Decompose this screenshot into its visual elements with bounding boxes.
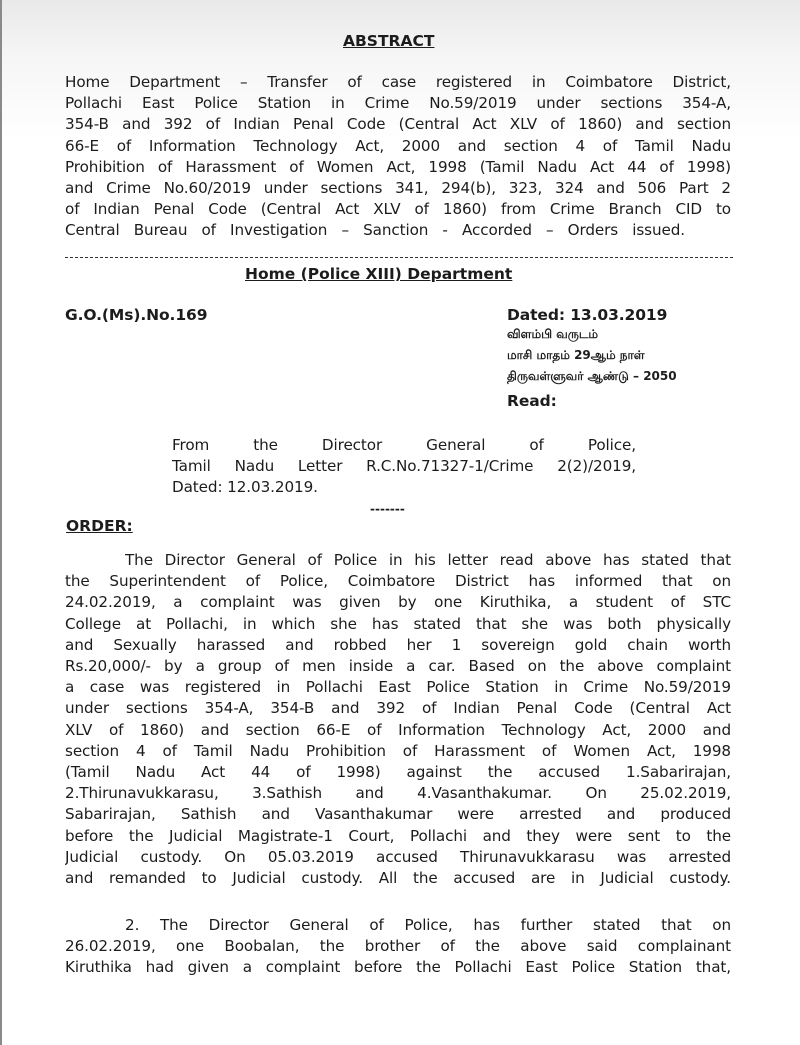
reference-line: Tamil Nadu Letter R.C.No.71327-1/Crime 2(2)/2019, [172, 457, 636, 475]
dated-label: Dated: 13.03.2019 [507, 306, 668, 324]
text-line: 2. The Director General of Police, has further stated that on [125, 916, 731, 934]
text-line: (Tamil Nadu Act 44 of 1998) against the accused 1.Sabarirajan, [65, 763, 731, 781]
abstract-title: ABSTRACT [343, 32, 435, 50]
text-line: section 4 of Tamil Nadu Prohibition of Harassment of Women Act, 1998 [65, 741, 731, 760]
text-line: Pollachi East Police Station in Crime No.59/2019 under sections 354-A, [65, 94, 731, 113]
text-line: before the Judicial Magistrate-1 Court, Pollachi and they were sent to the [65, 826, 731, 845]
text-line: College at Pollachi, in which she has stated that she was both physically [65, 614, 731, 633]
text-line: 354-B and 392 of Indian Penal Code (Central Act XLV of 1860) and section [65, 115, 731, 134]
text-line: and Crime No.60/2019 under sections 341, 294(b), 323, 324 and 506 Part 2 [65, 179, 731, 197]
text-line: Sabarirajan, Sathish and Vasanthakumar were arrested and produced [65, 805, 731, 824]
text-line: Rs.20,000/- by a group of men inside a car. Based on the above complaint [65, 657, 731, 675]
department-heading: Home (Police XIII) Department [245, 265, 513, 283]
text-line: Home Department – Transfer of case registered in Coimbatore District, [65, 73, 731, 91]
go-number: G.O.(Ms).No.169 [65, 306, 208, 324]
text-line: a case was registered in Pollachi East Police Station in Crime No.59/2019 [65, 678, 731, 697]
text-line: and Sexually harassed and robbed her 1 sovereign gold chain worth [65, 635, 731, 654]
text-line: Central Bureau of Investigation – Sanction - Accorded – Orders issued. [65, 221, 685, 240]
text-line: 24.02.2019, a complaint was given by one Kiruthika, a student of STC [65, 593, 731, 612]
text-line: XLV of 1860) and section 66-E of Information Technology Act, 2000 and [65, 720, 731, 739]
text-line: under sections 354-A, 354-B and 392 of Indian Penal Code (Central Act [65, 699, 731, 718]
read-label: Read: [507, 392, 557, 410]
tamil-year-line: விளம்பி வருடம் [507, 327, 599, 341]
order-heading: ORDER: [66, 517, 133, 535]
text-line: and remanded to Judicial custody. All the accused are in Judicial custody. [65, 869, 731, 887]
text-line: 66-E of Information Technology Act, 2000 and section 4 of Tamil Nadu [65, 136, 731, 155]
text-line: the Superintendent of Police, Coimbatore District has informed that on [65, 572, 731, 591]
reference-line: From the Director General of Police, [172, 436, 636, 454]
separator-dashed-line [65, 257, 733, 258]
text-line: of Indian Penal Code (Central Act XLV of 1860) from Crime Branch CID to [65, 200, 731, 219]
text-line: Kiruthika had given a complaint before the Pollachi East Police Station that, [65, 958, 731, 977]
text-line: 26.02.2019, one Boobalan, the brother of the above said complainant [65, 937, 731, 956]
tamil-month-line: மாசி மாதம் 29ஆம் நாள் [507, 348, 645, 362]
reference-separator: ------- [370, 502, 405, 516]
text-line: Prohibition of Harassment of Women Act, 1998 (Tamil Nadu Act 44 of 1998) [65, 157, 731, 176]
reference-line: Dated: 12.03.2019. [172, 478, 318, 496]
tamil-thiruvalluvar-year-line: திருவள்ளுவர் ஆண்டு – 2050 [507, 369, 677, 383]
text-line: The Director General of Police in his letter read above has stated that [125, 551, 731, 569]
text-line: Judicial custody. On 05.03.2019 accused Thirunavukkarasu was arrested [65, 847, 731, 866]
text-line: 2.Thirunavukkarasu, 3.Sathish and 4.Vasanthakumar. On 25.02.2019, [65, 784, 731, 803]
